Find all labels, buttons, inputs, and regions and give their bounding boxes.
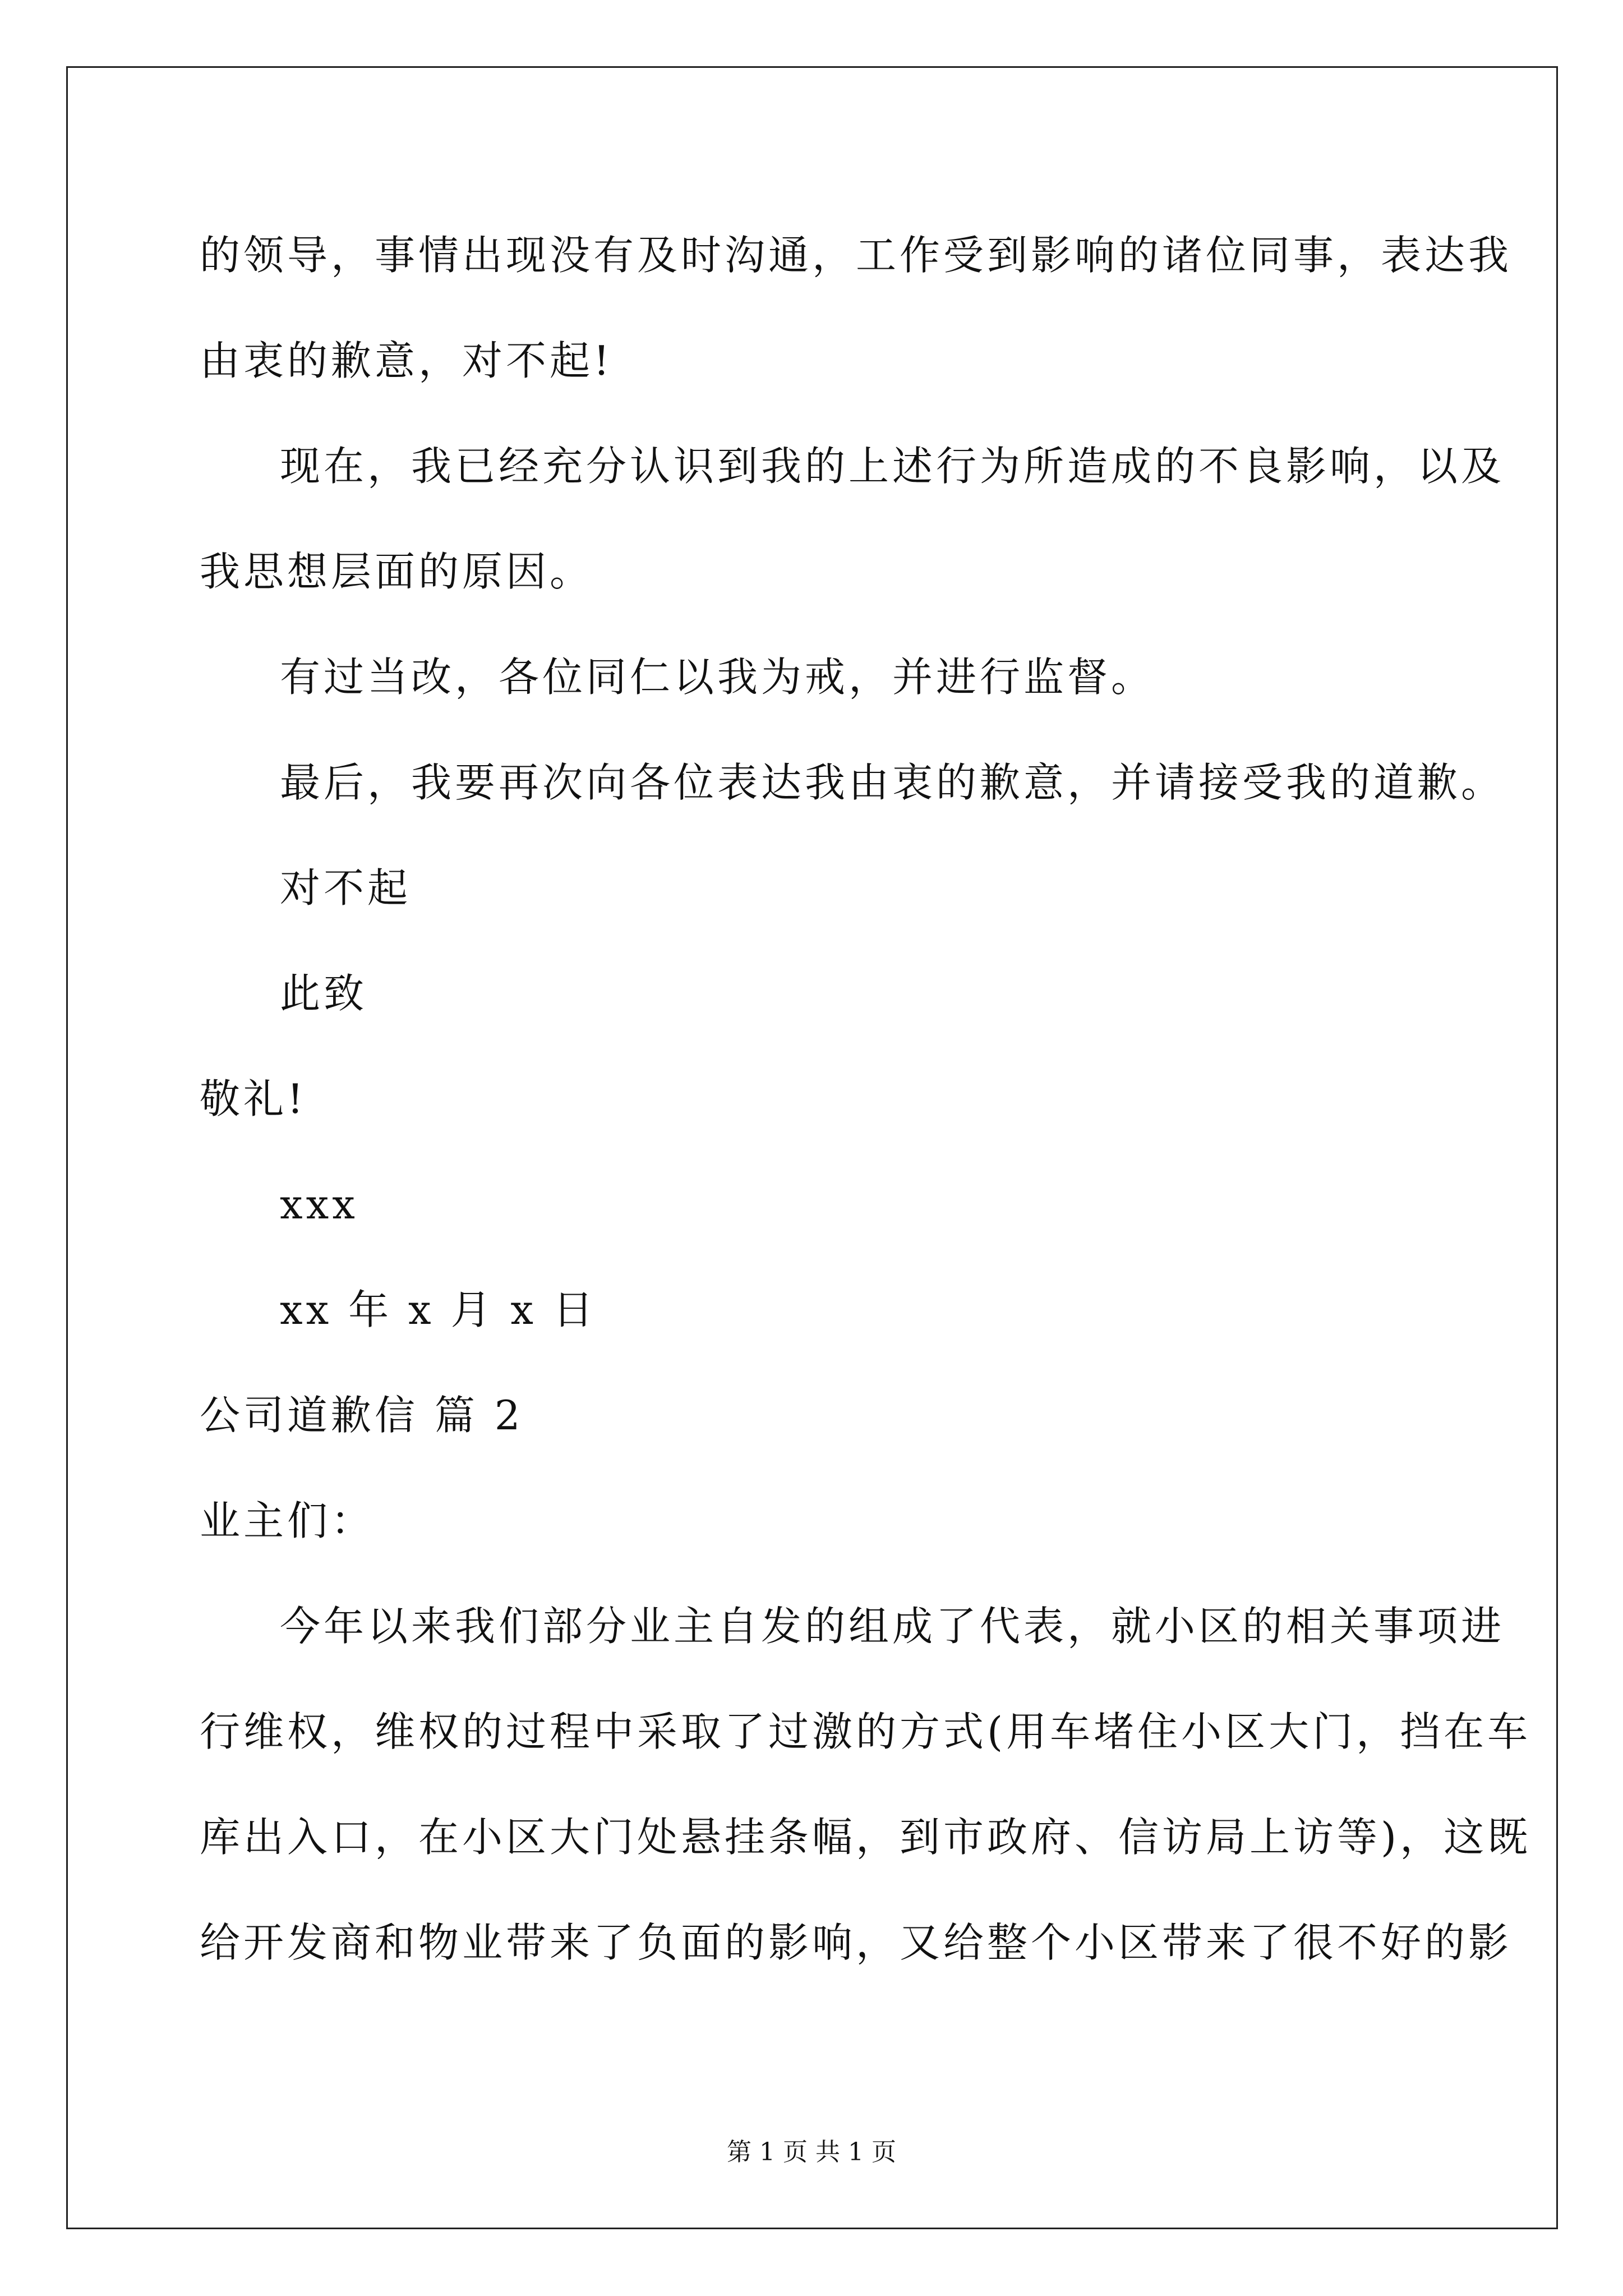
text-line: 有过当改，各位同仁以我为戒，并进行监督。 [280, 654, 1155, 701]
text-line: 现在，我已经充分认识到我的上述行为所造成的不良影响，以及 [280, 443, 1505, 490]
section-heading: 公司道歉信 篇 2 [200, 1392, 524, 1439]
signature-date: xx 年 x 月 x 日 [280, 1286, 597, 1333]
salutation-regards: 敬礼! [200, 1075, 307, 1122]
letter-greeting: 业主们： [200, 1497, 375, 1544]
page-footer: 第 1 页 共 1 页 [727, 2138, 896, 2166]
closing-apology: 对不起 [280, 864, 412, 912]
salutation-closing: 此致 [280, 970, 368, 1017]
text-line: 库出入口，在小区大门处悬挂条幅，到市政府、信访局上访等)，这既 [200, 1814, 1532, 1861]
text-line: 的领导，事情出现没有及时沟通，工作受到影响的诸位同事，表达我 [200, 232, 1513, 279]
text-line: 最后，我要再次向各位表达我由衷的歉意，并请接受我的道歉。 [280, 759, 1505, 806]
text-line: 今年以来我们部分业主自发的组成了代表，就小区的相关事项进 [280, 1603, 1505, 1650]
signature-name: xxx [280, 1181, 358, 1228]
text-line: 给开发商和物业带来了负面的影响，又给整个小区带来了很不好的影 [200, 1919, 1513, 1966]
text-line: 我思想层面的原因。 [200, 548, 594, 595]
document-body [200, 222, 1532, 2014]
text-line: 行维权，维权的过程中采取了过激的方式(用车堵住小区大门，挡在车 [200, 1708, 1532, 1755]
text-line: 由衷的歉意，对不起! [200, 337, 613, 384]
